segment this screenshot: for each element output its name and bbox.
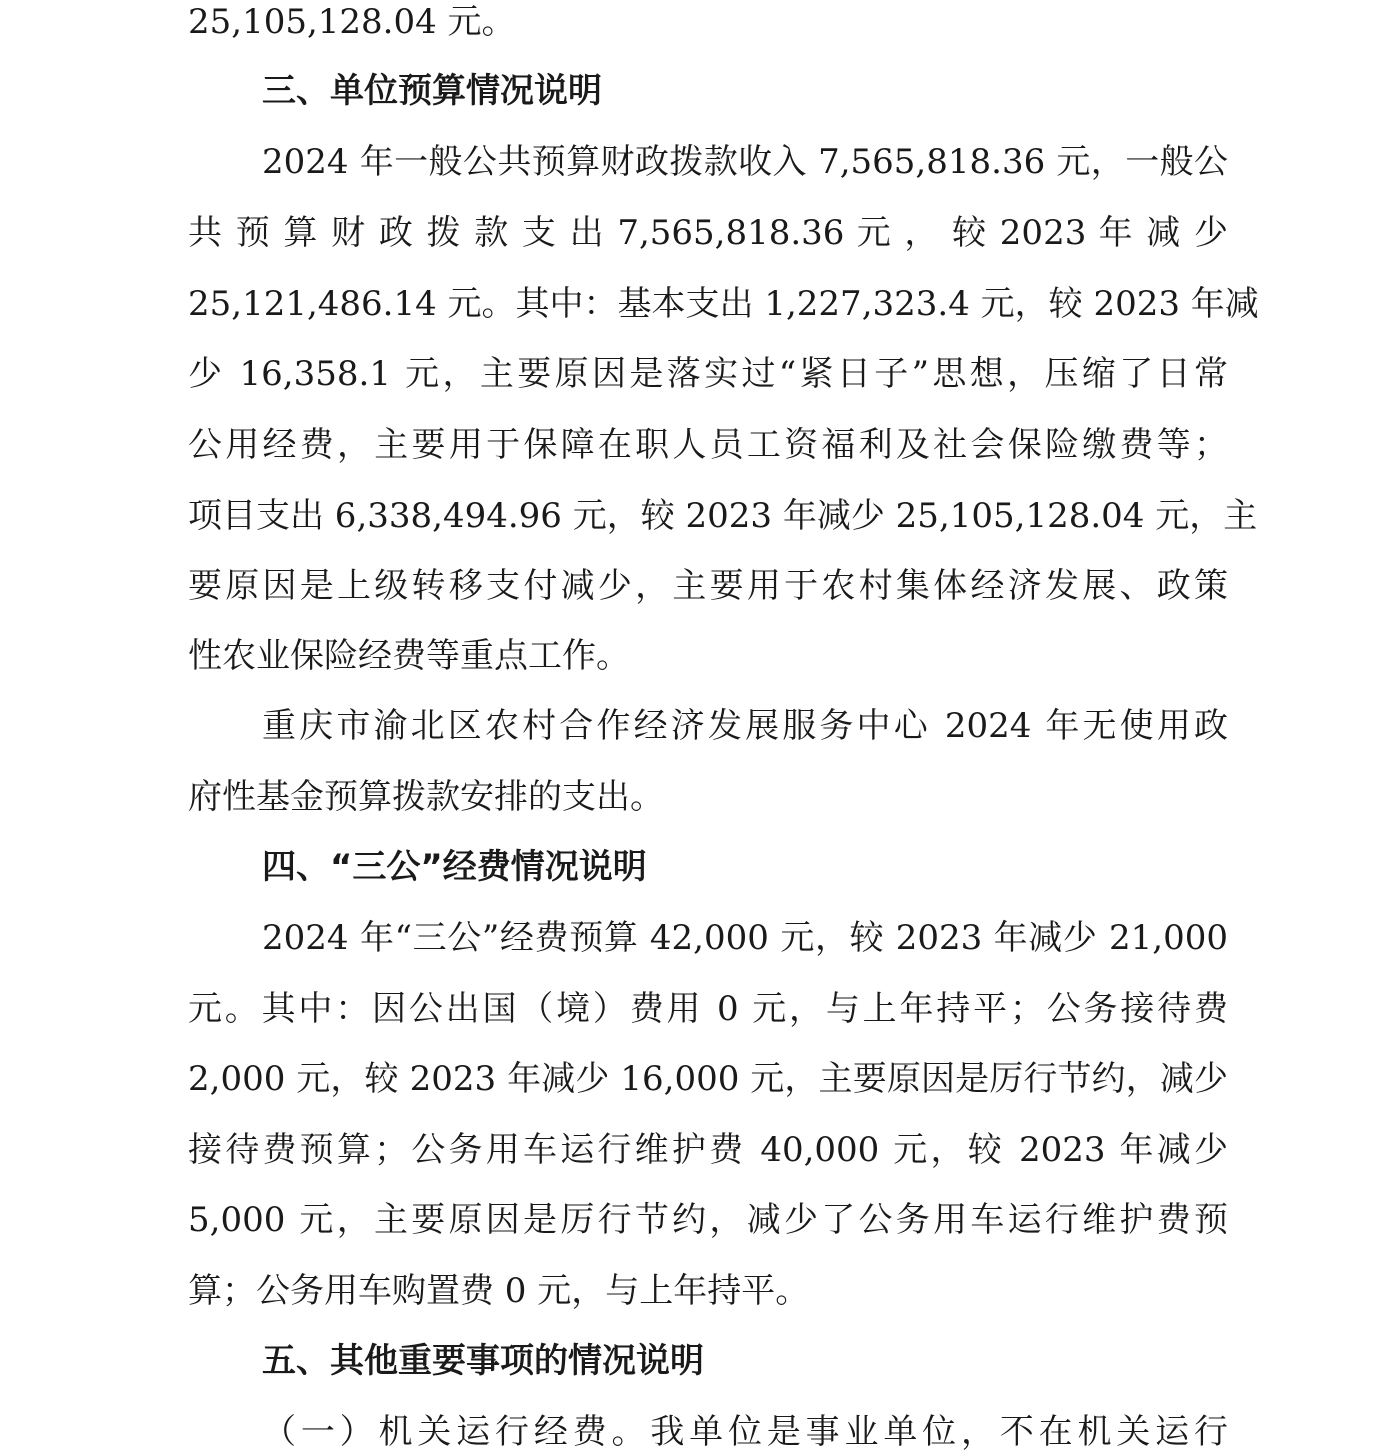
paragraph-line: 2024 年“三公”经费预算 42,000 元，较 2023 年减少 21,000	[262, 918, 1228, 958]
paragraph-line: 府性基金预算拨款安排的支出。	[188, 777, 664, 817]
paragraph-line: 算；公务用车购置费 0 元，与上年持平。	[188, 1271, 810, 1311]
section-heading-4: 四、“三公”经费情况说明	[262, 847, 647, 887]
section-heading-5: 五、其他重要事项的情况说明	[262, 1341, 704, 1381]
paragraph-line: 接待费预算；公务用车运行维护费 40,000 元，较 2023 年减少	[188, 1130, 1228, 1170]
paragraph-line: 元。其中：因公出国（境）费用 0 元，与上年持平；公务接待费	[188, 989, 1228, 1029]
paragraph-line: 2,000 元，较 2023 年减少 16,000 元，主要原因是厉行节约，减少	[188, 1059, 1228, 1099]
paragraph-line: 要原因是上级转移支付减少，主要用于农村集体经济发展、政策	[188, 566, 1228, 606]
paragraph-line: 25,105,128.04 元。	[188, 2, 516, 42]
paragraph-line: 5,000 元，主要原因是厉行节约，减少了公务用车运行维护费预	[188, 1200, 1228, 1240]
paragraph-line: 项目支出 6,338,494.96 元，较 2023 年减少 25,105,128.04 元，主	[188, 496, 1258, 536]
paragraph-line: （一）机关运行经费。我单位是事业单位，不在机关运行	[262, 1412, 1228, 1452]
paragraph-line: 25,121,486.14 元。其中：基本支出 1,227,323.4 元，较 2023 年减	[188, 284, 1259, 324]
paragraph-line: 重庆市渝北区农村合作经济发展服务中心 2024 年无使用政	[262, 706, 1228, 746]
paragraph-line: 2024 年一般公共预算财政拨款收入 7,565,818.36 元，一般公	[262, 142, 1228, 182]
paragraph-line: 公用经费，主要用于保障在职人员工资福利及社会保险缴费等；	[188, 425, 1228, 465]
section-heading-3: 三、单位预算情况说明	[262, 71, 602, 111]
paragraph-line: 共 预 算 财 政 拨 款 支 出 7,565,818.36 元 ， 较 2023 年 减 少	[188, 213, 1228, 253]
paragraph-line: 少 16,358.1 元，主要原因是落实过“紧日子”思想，压缩了日常	[188, 354, 1228, 394]
paragraph-line: 性农业保险经费等重点工作。	[188, 636, 630, 676]
